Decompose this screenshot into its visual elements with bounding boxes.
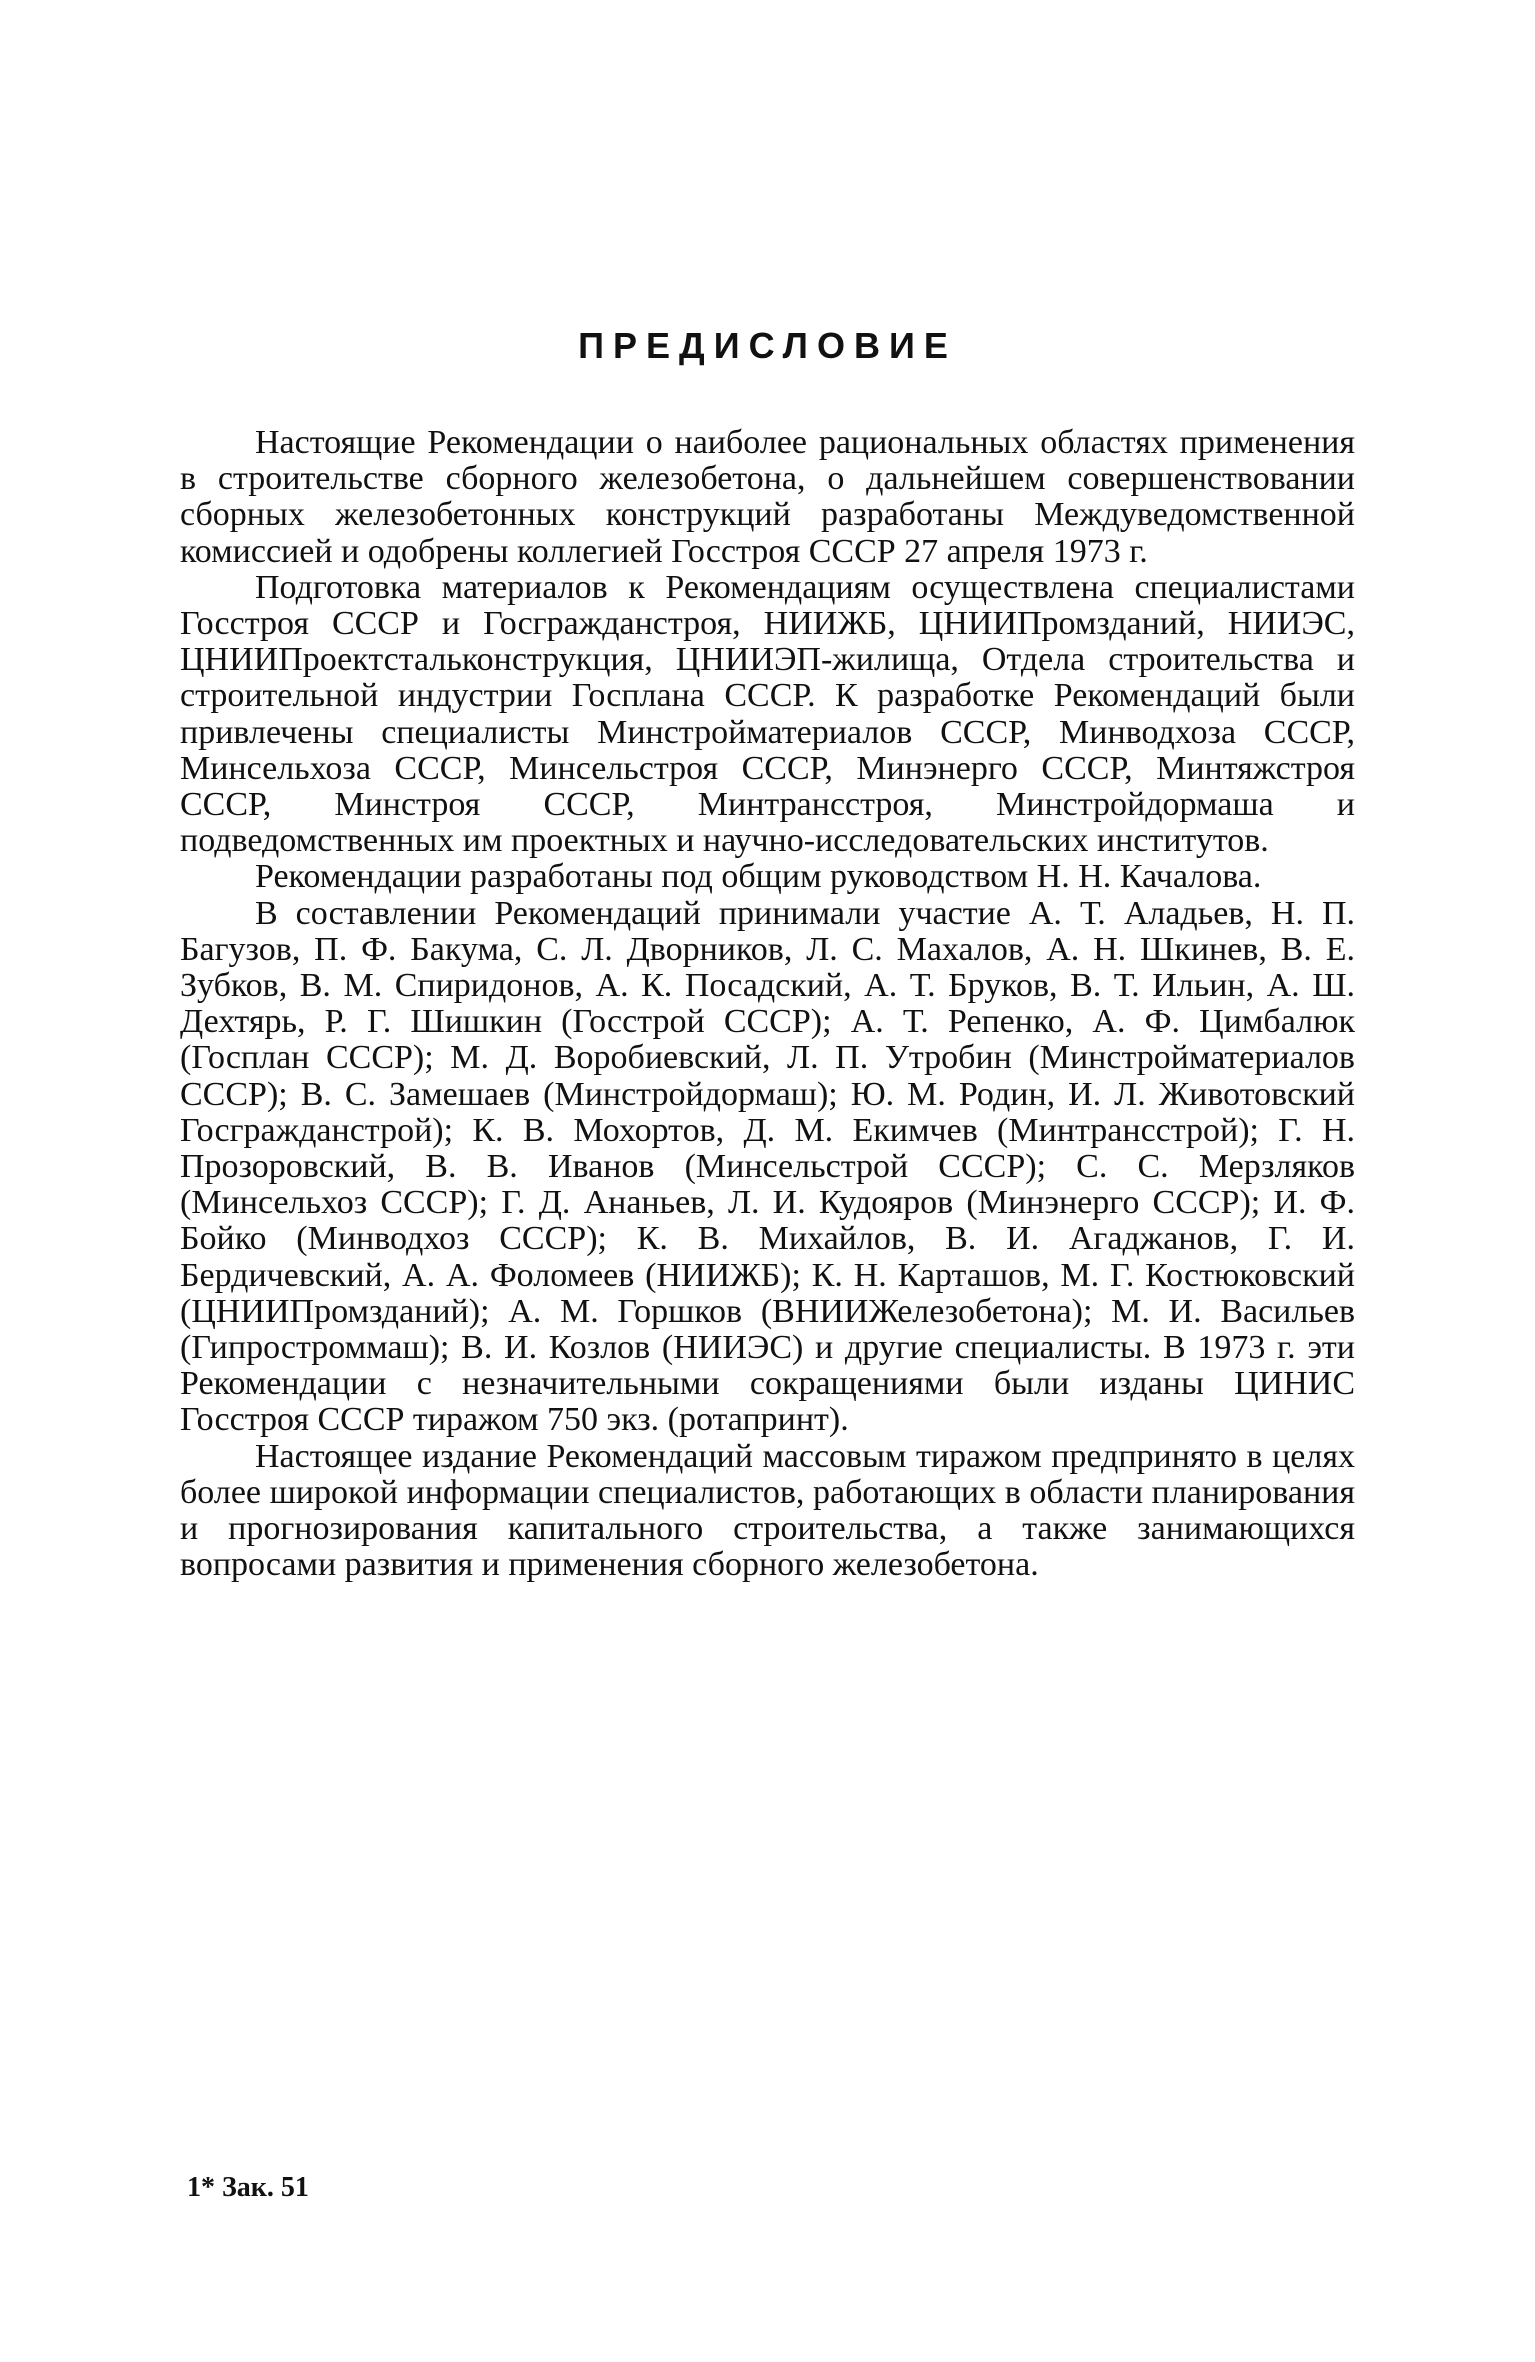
paragraph-approval: Настоящие Рекомендации о наиболее рациональных областях применения в строительстве сборного железобетона, о дальнейшем совершенствовании сборных железобетонных конструкций разработаны Междуведомственной комиссией и одобрены коллегией Госстроя СССР 27 апреля 1973 г. — [180, 424, 1355, 570]
paragraph-leadership: Рекомендации разработаны под общим руководством Н. Н. Качалова. — [255, 858, 1262, 896]
preface-body — [180, 425, 1355, 1584]
page-title: ПРЕДИСЛОВИЕ — [578, 325, 957, 366]
print-order-footer: 1* Зак. 51 — [187, 2172, 309, 2203]
paragraph-edition: Настоящее издание Рекомендаций массовым тиражом предпринято в целях более широкой информации специалистов, работающих в области планирования и прогнозирования капитального строительства, а также занимающихся вопросами развития и применения сборного железобетона. — [180, 1437, 1355, 1584]
paragraph-contributors: В составлении Рекомендаций принимали участие А. Т. Аладьев, Н. П. Багузов, П. Ф. Бакума, С. Л. Дворников, Л. С. Махалов, А. Н. Шкинев, В. Е. Зубков, В. М. Спиридонов, А. К. Посадский, А. Т. Бруков, В. Т. Ильин, А. Ш. Дехтярь, Р. Г. Шишкин (Госстрой СССР); А. Т. Репенко, А. Ф. Цимбалюк (Госплан СССР); М. Д. Воробиевский, Л. П. Утробин (Минстройматериалов СССР); В. С. Замешаев (Минстройдормаш); Ю. М. Родин, И. Л. Животовский Госгражданстрой); К. В. Мохортов, Д. М. Екимчев (Минтрансстрой); Г. Н. Прозоровский, В. В. Иванов (Минсельстрой СССР); С. С. Мерзляков (Минсельхоз СССР); Г. Д. Ананьев, Л. И. Кудояров (Минэнерго СССР); И. Ф. Бойко (Минводхоз СССР); К. В. Михайлов, В. И. Агаджанов, Г. И. Бердичевский, А. А. Фоломеев (НИИЖБ); К. Н. Карташов, М. Г. Костюковский (ЦНИИПромзданий); А. М. Горшков (ВНИИЖелезобетона); М. И. Васильев (Гипростроммаш); В. И. Козлов (НИИЭС) и другие специалисты. В 1973 г. эти Рекомендации с незначительными сокращениями были изданы ЦИНИС Госстроя СССР тиражом 750 экз. (ротапринт). — [180, 894, 1355, 1439]
paragraph-preparation: Подготовка материалов к Рекомендациям осуществлена специалистами Госстроя СССР и Госгражданстроя, НИИЖБ, ЦНИИПромзданий, НИИЭС, ЦНИИПроектстальконструкция, ЦНИИЭП-жилища, Отдела строительства и строительной индустрии Госплана СССР. К разработке Рекомендаций были привлечены специалисты Минстройматериалов СССР, Минводхоза СССР, Минсельхоза СССР, Минсельстроя СССР, Минэнерго СССР, Минтяжстроя СССР, Минстроя СССР, Минтрансстроя, Минстройдормаша и подведомственных им проектных и научно-исследовательских институтов. — [180, 568, 1355, 860]
